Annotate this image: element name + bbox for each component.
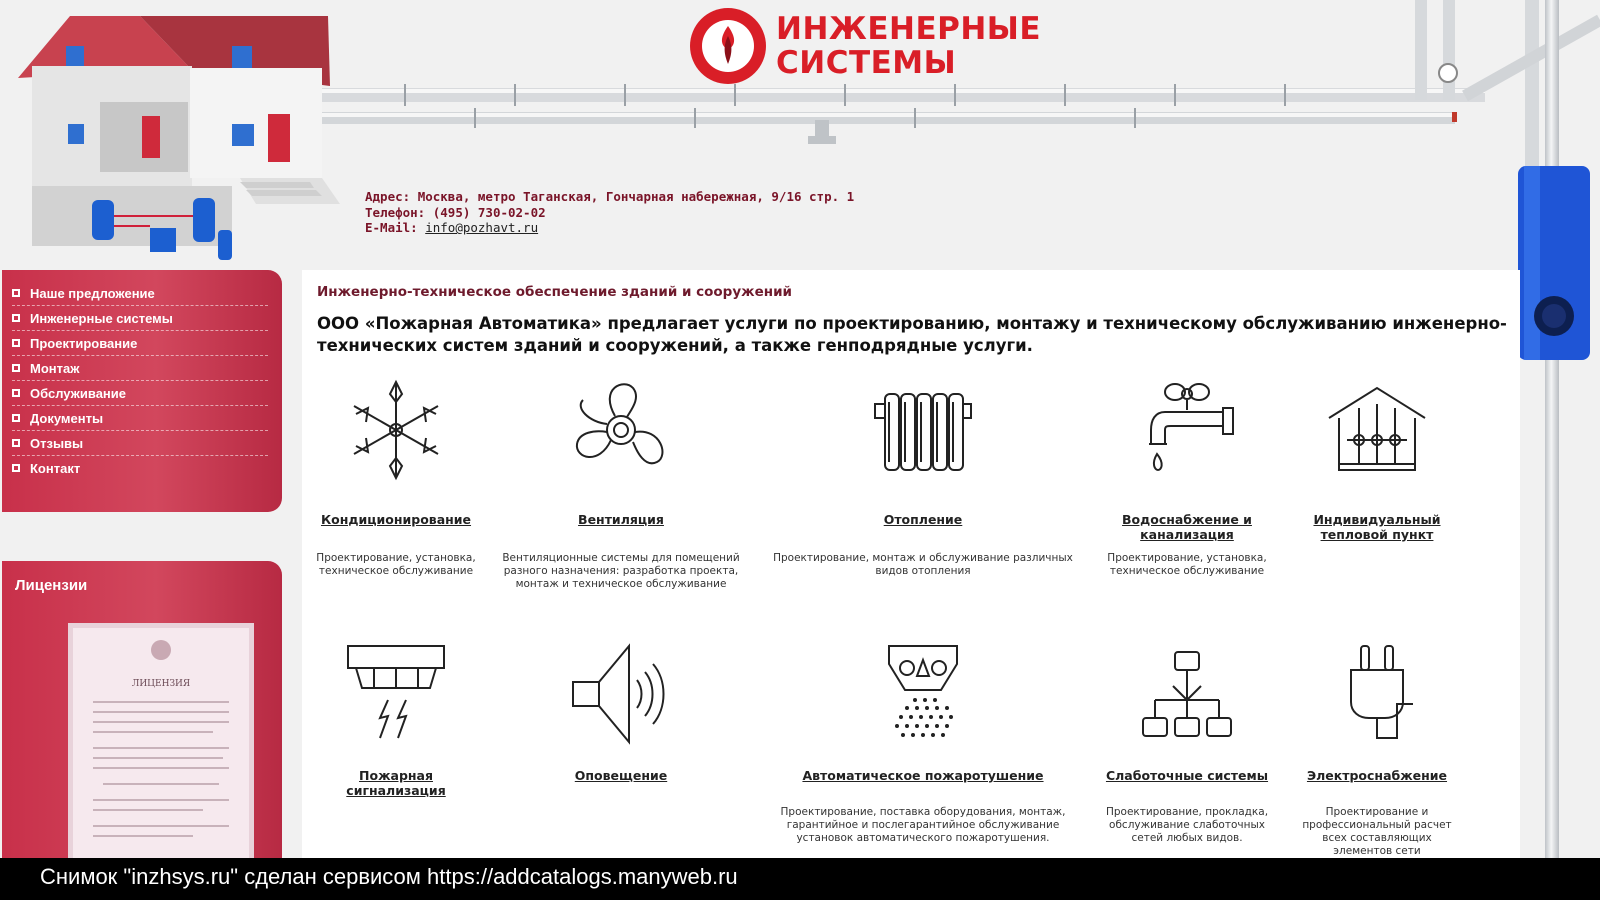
square-bullet-icon (12, 289, 20, 297)
house-illustration (10, 6, 340, 262)
menu-item-label: Наше предложение (30, 285, 155, 301)
license-document-image[interactable] (68, 623, 254, 858)
service-title[interactable]: Вентиляция (578, 512, 664, 527)
service-title[interactable]: Пожарная сигнализация (346, 768, 446, 798)
email-row (365, 220, 854, 236)
network-icon (1135, 642, 1239, 746)
menu-item-4[interactable] (12, 381, 268, 406)
service-card-power-supply (1292, 642, 1462, 858)
snapshot-caption-bar (0, 858, 1600, 900)
address-label: Адрес: (365, 189, 411, 204)
service-title[interactable]: Кондиционирование (320, 512, 472, 527)
service-description: Проектирование и профессиональный расчет всех составляющих элементов сети (1302, 806, 1452, 857)
phone-label: Телефон: (365, 204, 426, 220)
square-bullet-icon (12, 364, 20, 372)
menu-item-0[interactable] (12, 281, 268, 306)
page-heading: Инженерно-техническое обеспечение зданий и сооружений (317, 284, 792, 300)
snapshot-caption: Снимок "inzhsys.ru" сделан сервисом https://addcatalogs.manyweb.ru (40, 864, 738, 889)
licenses-title: Лицензии (15, 577, 88, 594)
menu-item-label: Проектирование (30, 335, 138, 351)
square-bullet-icon (12, 314, 20, 322)
address-value: Москва, метро Таганская, Гончарная набережная, 9/16 стр. 1 (417, 189, 855, 204)
menu-item-5[interactable] (12, 406, 268, 431)
square-bullet-icon (12, 414, 20, 422)
site-logo-title[interactable] (776, 12, 1041, 80)
boiler-illustration (1518, 166, 1590, 360)
menu-list (2, 270, 282, 480)
email-label: E-Mail: (365, 220, 418, 235)
main-content (302, 270, 1520, 858)
license-doc-title: ЛИЦЕНЗИЯ (131, 679, 191, 689)
square-bullet-icon (12, 339, 20, 347)
service-card-ventilation (496, 378, 746, 618)
contact-block (365, 189, 854, 236)
menu-item-7[interactable] (12, 456, 268, 480)
service-title[interactable]: Электроснабжение (1306, 768, 1448, 783)
sprinkler-icon (871, 642, 975, 746)
square-bullet-icon (12, 464, 20, 472)
heat-point-icon (1325, 378, 1429, 482)
snowflake-icon (346, 378, 446, 482)
service-title[interactable]: Слаботочные системы (1105, 768, 1269, 783)
phone-row (365, 205, 854, 221)
menu-item-label: Контакт (30, 460, 81, 476)
phone-value: (495) 730-02-02 (432, 204, 546, 220)
service-card-heat-point (1292, 378, 1462, 618)
address-row (365, 189, 854, 205)
service-title[interactable]: Автоматическое пожаротушение (802, 768, 1044, 783)
menu-item-label: Монтаж (30, 360, 80, 376)
service-description: Вентиляционные системы для помещений разного назначения: разработка проекта, монтаж и техническое обслуживание (502, 552, 740, 590)
service-title[interactable]: Оповещение (574, 768, 668, 783)
licenses-panel (2, 561, 282, 858)
menu-item-1[interactable] (12, 306, 268, 331)
vertical-pipe-decoration (1545, 0, 1559, 858)
service-card-conditioning (316, 378, 476, 618)
site-header (0, 0, 1600, 270)
plug-icon (1325, 642, 1429, 746)
menu-item-label: Документы (30, 410, 104, 426)
sidebar-menu (2, 270, 282, 512)
service-description: Проектирование, монтаж и обслуживание различных видов отопления (773, 552, 1073, 577)
faucet-icon (1135, 378, 1239, 482)
license-document-icon (73, 628, 249, 858)
square-bullet-icon (12, 439, 20, 447)
service-card-low-current (1102, 642, 1272, 858)
service-card-water-supply (1102, 378, 1272, 618)
email-link[interactable]: info@pozhavt.ru (425, 220, 539, 235)
fire-alarm-icon (344, 642, 448, 746)
service-card-heating (768, 378, 1078, 618)
menu-item-3[interactable] (12, 356, 268, 381)
service-title[interactable]: Отопление (883, 512, 963, 527)
menu-item-6[interactable] (12, 431, 268, 456)
service-description: Проектирование, прокладка, обслуживание слаботочных сетей любых видов. (1105, 806, 1269, 844)
service-description: Проектирование, установка, техническое обслуживание (1107, 552, 1267, 577)
service-title[interactable]: Индивидуальный тепловой пункт (1313, 512, 1441, 542)
service-description: Проектирование, поставка оборудования, монтаж, гарантийное и послегарантийное обслуживание установок автоматического пожаротушения. (780, 806, 1066, 844)
service-card-fire-alarm (316, 642, 476, 858)
service-card-fire-extinguishing (768, 642, 1078, 858)
menu-item-label: Обслуживание (30, 385, 127, 401)
logo-line-1: ИНЖЕНЕРНЫЕ (776, 11, 1042, 47)
radiator-icon (871, 378, 975, 482)
service-title[interactable]: Водоснабжение и канализация (1122, 512, 1252, 542)
service-description: Проектирование, установка, техническое обслуживание (316, 552, 476, 577)
service-card-notification (496, 642, 746, 858)
menu-item-label: Инженерные системы (30, 310, 173, 326)
fan-icon (569, 378, 673, 482)
menu-item-label: Отзывы (30, 435, 84, 451)
logo-line-2: СИСТЕМЫ (776, 45, 957, 81)
speaker-icon (569, 642, 673, 746)
intro-text: ООО «Пожарная Автоматика» предлагает услуги по проектированию, монтажу и техническому обслуживанию инженерно-технических систем зданий и сооружений, а также генподрядные услуги. (317, 314, 1507, 355)
company-logo-icon (688, 6, 768, 86)
menu-item-2[interactable] (12, 331, 268, 356)
square-bullet-icon (12, 389, 20, 397)
